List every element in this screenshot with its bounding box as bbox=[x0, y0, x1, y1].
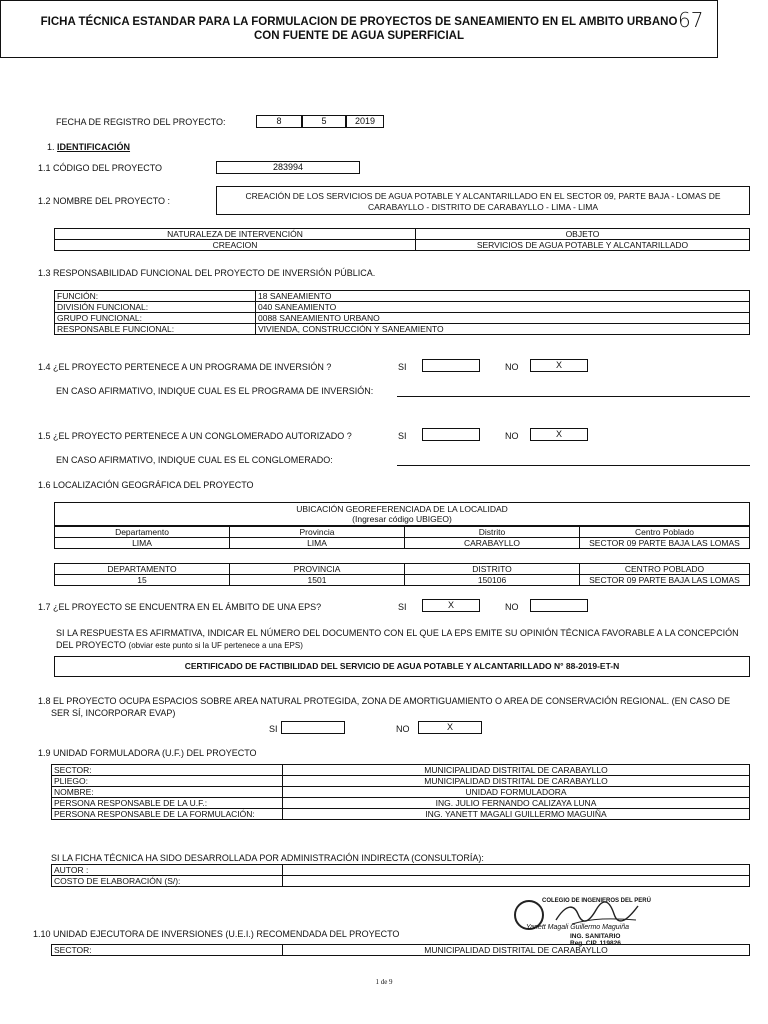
table-row bbox=[52, 945, 750, 956]
eps-certificate[interactable]: CERTIFICADO DE FACTIBILIDAD DEL SERVICIO DE AGUA POTABLE Y ALCANTARILLADO N° 88-2019-ET-N bbox=[54, 656, 750, 677]
t2-value-centro[interactable]: SECTOR 09 PARTE BAJA LAS LOMAS bbox=[580, 575, 750, 586]
t2-header-provincia: PROVINCIA bbox=[230, 564, 405, 575]
table-row bbox=[55, 313, 750, 324]
table-row bbox=[52, 876, 750, 887]
t1-value-distrito[interactable]: CARABAYLLO bbox=[405, 538, 580, 549]
naturaleza-table bbox=[54, 228, 750, 251]
nombre-field[interactable] bbox=[216, 186, 750, 215]
t1-value-provincia[interactable]: LIMA bbox=[230, 538, 405, 549]
t1-header-departamento: Departamento bbox=[55, 527, 230, 538]
registro-year[interactable]: 2019 bbox=[346, 115, 384, 128]
row-value[interactable]: 040 SANEAMIENTO bbox=[256, 302, 750, 313]
stamp-title: ING. SANITARIO bbox=[570, 933, 621, 940]
unidad-formuladora-label: 1.9 UNIDAD FORMULADORA (U.F.) DEL PROYECTO bbox=[38, 748, 257, 758]
table-row bbox=[52, 865, 750, 876]
t1-header-centro: Centro Poblado bbox=[580, 527, 750, 538]
programa-question: ¿EL PROYECTO PERTENECE A UN PROGRAMA DE INVERSIÓN ? bbox=[53, 362, 332, 372]
t1-header-distrito: Distrito bbox=[405, 527, 580, 538]
page-footer: 1 de 9 bbox=[375, 978, 393, 986]
area-natural-si-label: SI bbox=[269, 724, 278, 734]
row-value[interactable]: ING. JULIO FERNANDO CALIZAYA LUNA bbox=[283, 798, 750, 809]
t1-header-provincia: Provincia bbox=[230, 527, 405, 538]
row-value[interactable]: MUNICIPALIDAD DISTRITAL DE CARABAYLLO bbox=[283, 776, 750, 787]
section-1-number: 1. bbox=[47, 142, 55, 152]
t2-value-distrito[interactable]: 150106 bbox=[405, 575, 580, 586]
row-value[interactable]: ING. YANETT MAGALI GUILLERMO MAGUIÑA bbox=[283, 809, 750, 820]
row-key: NOMBRE: bbox=[52, 787, 283, 798]
area-natural-no-label: NO bbox=[396, 724, 410, 734]
row-key: COSTO DE ELABORACIÓN (S/): bbox=[52, 876, 283, 887]
programa-question-row bbox=[38, 362, 331, 372]
row-value[interactable] bbox=[283, 876, 750, 887]
ubicacion-subtitle: (Ingresar código UBIGEO) bbox=[352, 514, 452, 524]
row-value[interactable]: UNIDAD FORMULADORA bbox=[283, 787, 750, 798]
unidad-ejecutora-label: 1.10 UNIDAD EJECUTORA DE INVERSIONES (U.E.I.) RECOMENDADA DEL PROYECTO bbox=[33, 929, 400, 939]
nombre-label: 1.2 NOMBRE DEL PROYECTO : bbox=[38, 196, 171, 206]
indirecta-table bbox=[51, 864, 750, 887]
stamp-reg: Reg. CIP. 119826 bbox=[570, 940, 621, 947]
table-row bbox=[55, 302, 750, 313]
programa-followup: EN CASO AFIRMATIVO, INDIQUE CUAL ES EL PROGRAMA DE INVERSIÓN: bbox=[56, 386, 374, 396]
area-natural-text-1: EL PROYECTO OCUPA ESPACIOS SOBRE AREA NATURAL PROTEGIDA, ZONA DE AMORTIGUAMIENTO O AREA DE CONSERVACIÓN REGIONAL. (EN CASO DE bbox=[53, 696, 731, 706]
eps-text-1: SI LA RESPUESTA ES AFIRMATIVA, INDICAR EL NÚMERO DEL DOCUMENTO CON EL QUE LA EPS EMITE SU OPINIÓN TÉCNICA FAVORABLE A LA CONCEPCIÓN bbox=[56, 628, 739, 638]
programa-number: 1.4 bbox=[38, 362, 51, 372]
document-header bbox=[0, 0, 718, 58]
programa-answer-line[interactable] bbox=[397, 396, 750, 397]
t2-header-distrito: DISTRITO bbox=[405, 564, 580, 575]
conglomerado-answer-line[interactable] bbox=[397, 465, 750, 466]
t2-header-centro: CENTRO POBLADO bbox=[580, 564, 750, 575]
eps-text-2-note: (obviar este punto si la UF pertenece a una EPS) bbox=[128, 641, 303, 650]
unidad-ejecutora-table bbox=[51, 944, 750, 956]
conglomerado-no-label: NO bbox=[505, 431, 519, 441]
table-row bbox=[52, 765, 750, 776]
row-key: FUNCIÓN: bbox=[55, 291, 256, 302]
eps-text-2: DEL PROYECTO bbox=[56, 640, 127, 650]
objeto-value[interactable]: SERVICIOS DE AGUA POTABLE Y ALCANTARILLADO bbox=[416, 240, 750, 251]
table-row bbox=[52, 776, 750, 787]
title-line-2: CON FUENTE DE AGUA SUPERFICIAL bbox=[254, 30, 464, 42]
row-key: AUTOR : bbox=[52, 865, 283, 876]
conglomerado-si-label: SI bbox=[398, 431, 407, 441]
programa-no-label: NO bbox=[505, 362, 519, 372]
conglomerado-si-box[interactable] bbox=[422, 428, 480, 441]
eps-si-label: SI bbox=[398, 602, 407, 612]
row-value[interactable]: MUNICIPALIDAD DISTRITAL DE CARABAYLLO bbox=[283, 765, 750, 776]
conglomerado-question: ¿EL PROYECTO PERTENECE A UN CONGLOMERADO AUTORIZADO ? bbox=[53, 431, 352, 441]
eps-no-label: NO bbox=[505, 602, 519, 612]
unidad-formuladora-table bbox=[51, 764, 750, 820]
eps-number: 1.7 bbox=[38, 602, 51, 612]
row-key: PERSONA RESPONSABLE DE LA FORMULACIÓN: bbox=[52, 809, 283, 820]
title-line-1: FICHA TÉCNICA ESTANDAR PARA LA FORMULACION DE PROYECTOS DE SANEAMIENTO EN EL AMBITO URBANO bbox=[40, 16, 678, 28]
ubicacion-header bbox=[54, 502, 750, 526]
eps-question: ¿EL PROYECTO SE ENCUENTRA EN EL ÁMBITO DE UNA EPS? bbox=[53, 602, 322, 612]
row-key: SECTOR: bbox=[52, 765, 283, 776]
registro-day[interactable]: 8 bbox=[256, 115, 302, 128]
registro-month[interactable]: 5 bbox=[302, 115, 346, 128]
programa-no-box[interactable]: X bbox=[530, 359, 588, 372]
area-natural-text-2: SER SÍ, INCORPORAR EVAP) bbox=[51, 708, 176, 718]
area-natural-number: 1.8 bbox=[38, 696, 51, 706]
row-value[interactable]: MUNICIPALIDAD DISTRITAL DE CARABAYLLO bbox=[283, 945, 750, 956]
conglomerado-no-box[interactable]: X bbox=[530, 428, 588, 441]
nombre-line-2: CARABAYLLO - DISTRITO DE CARABAYLLO - LIMA - LIMA bbox=[367, 202, 599, 212]
t2-value-provincia[interactable]: 1501 bbox=[230, 575, 405, 586]
indirecta-label: SI LA FICHA TÉCNICA HA SIDO DESARROLLADA POR ADMINISTRACIÓN INDIRECTA (CONSULTORÍA): bbox=[51, 853, 484, 863]
table-row bbox=[52, 787, 750, 798]
naturaleza-header: NATURALEZA DE INTERVENCIÓN bbox=[55, 229, 416, 240]
row-value[interactable] bbox=[283, 865, 750, 876]
t1-value-centro[interactable]: SECTOR 09 PARTE BAJA LAS LOMAS bbox=[580, 538, 750, 549]
row-value[interactable]: VIVIENDA, CONSTRUCCIÓN Y SANEAMIENTO bbox=[256, 324, 750, 335]
t1-value-departamento[interactable]: LIMA bbox=[55, 538, 230, 549]
table-row bbox=[52, 809, 750, 820]
codigo-label: 1.1 CÓDIGO DEL PROYECTO bbox=[38, 163, 163, 173]
responsabilidad-table bbox=[54, 290, 750, 335]
table-row bbox=[55, 324, 750, 335]
nombre-line-1: CREACIÓN DE LOS SERVICIOS DE AGUA POTABLE Y ALCANTARILLADO EN EL SECTOR 09, PARTE BAJA - LOMAS DE bbox=[245, 191, 721, 201]
conglomerado-number: 1.5 bbox=[38, 431, 51, 441]
objeto-header: OBJETO bbox=[416, 229, 750, 240]
ubicacion-title: UBICACIÓN GEOREFERENCIADA DE LA LOCALIDAD bbox=[296, 504, 508, 514]
ubicacion-table-names bbox=[54, 526, 750, 549]
eps-text-2-row bbox=[56, 640, 303, 650]
t2-header-departamento: DEPARTAMENTO bbox=[55, 564, 230, 575]
table-row bbox=[52, 798, 750, 809]
eps-si-box[interactable]: X bbox=[422, 599, 480, 612]
programa-si-box[interactable] bbox=[422, 359, 480, 372]
table-row bbox=[55, 291, 750, 302]
conglomerado-question-row bbox=[38, 431, 352, 441]
row-key: PLIEGO: bbox=[52, 776, 283, 787]
row-key: DIVISIÓN FUNCIONAL: bbox=[55, 302, 256, 313]
eps-no-box[interactable] bbox=[530, 599, 588, 612]
row-value[interactable]: 18 SANEAMIENTO bbox=[256, 291, 750, 302]
stamp-line-1: COLEGIO DE INGENIEROS DEL PERÚ bbox=[542, 898, 651, 904]
programa-si-label: SI bbox=[398, 362, 407, 372]
area-natural-text-1-row bbox=[38, 696, 730, 706]
row-value[interactable]: 0088 SANEAMIENTO URBANO bbox=[256, 313, 750, 324]
t2-value-departamento[interactable]: 15 bbox=[55, 575, 230, 586]
row-key: SECTOR: bbox=[52, 945, 283, 956]
handwritten-page-number: 67 bbox=[678, 8, 704, 32]
localizacion-label: 1.6 LOCALIZACIÓN GEOGRÁFICA DEL PROYECTO bbox=[38, 480, 254, 490]
registro-label: FECHA DE REGISTRO DEL PROYECTO: bbox=[56, 117, 226, 127]
area-natural-si-box[interactable] bbox=[281, 721, 345, 734]
ubicacion-table-codes bbox=[54, 563, 750, 586]
naturaleza-value[interactable]: CREACION bbox=[55, 240, 416, 251]
eps-question-row bbox=[38, 602, 321, 612]
area-natural-no-box[interactable]: X bbox=[418, 721, 482, 734]
section-1-title: IDENTIFICACIÓN bbox=[57, 142, 131, 152]
conglomerado-followup: EN CASO AFIRMATIVO, INDIQUE CUAL ES EL CONGLOMERADO: bbox=[56, 455, 333, 465]
responsabilidad-label: 1.3 RESPONSABILIDAD FUNCIONAL DEL PROYECTO DE INVERSIÓN PÚBLICA. bbox=[38, 268, 376, 278]
row-key: RESPONSABLE FUNCIONAL: bbox=[55, 324, 256, 335]
section-1-heading bbox=[47, 142, 130, 152]
codigo-field[interactable]: 283994 bbox=[216, 161, 360, 174]
row-key: GRUPO FUNCIONAL: bbox=[55, 313, 256, 324]
stamp-name: Yanett Magali Guillermo Maguiña bbox=[526, 924, 629, 931]
row-key: PERSONA RESPONSABLE DE LA U.F.: bbox=[52, 798, 283, 809]
